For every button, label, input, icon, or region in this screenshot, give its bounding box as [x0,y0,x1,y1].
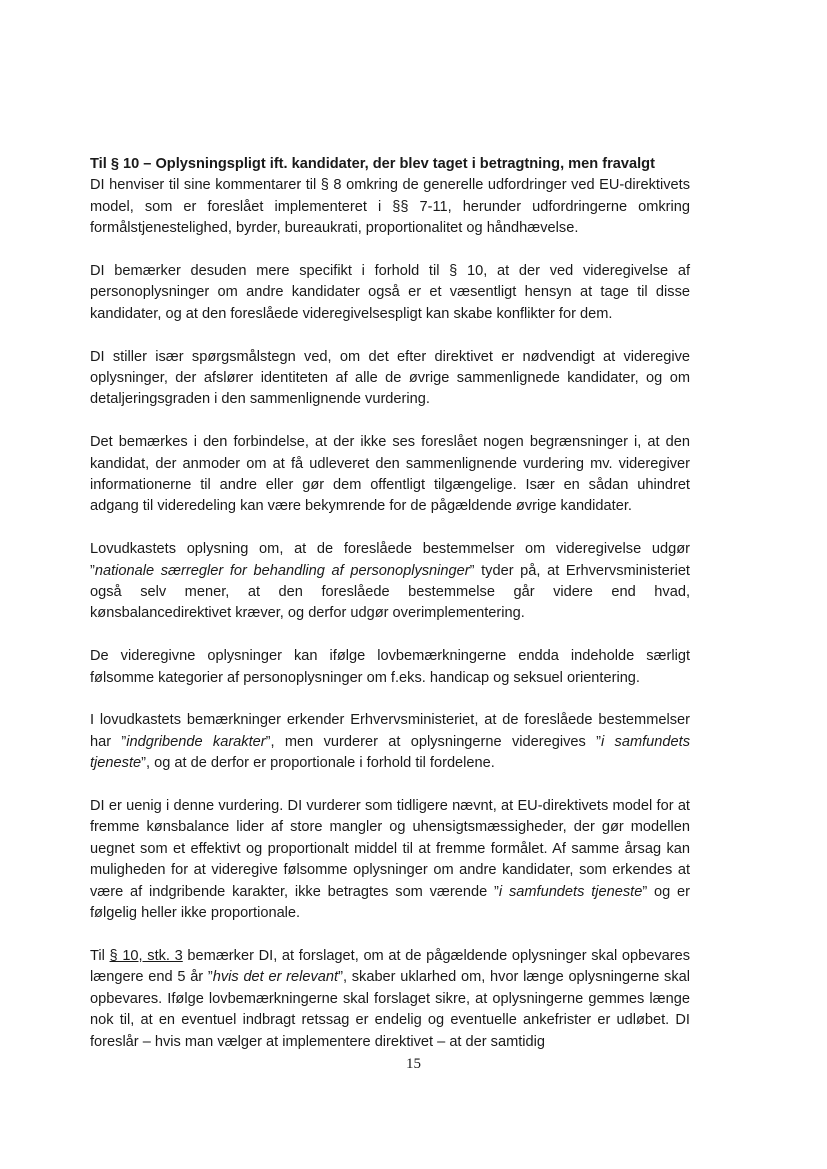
paragraph-6: De videregivne oplysninger kan ifølge lovbemærkningerne endda indeholde særligt følsomme kategorier af personoplysninger om f.eks. handicap og seksuel orientering. [90,648,690,686]
paragraph-5 [90,539,690,625]
paragraph-7-quote-2: i samfundets tjeneste [90,733,690,772]
paragraph-2: DI bemærker desuden mere specifikt i forhold til § 10, at der ved videregivelse af personoplysninger om andre kandidater også er et væsentligt hensyn at tage til disse kandidater, og at den foreslåede videregivelsespligt kan skabe konflikter for dem. [90,263,690,322]
paragraph-7-text-a: I lovudkastets bemærkninger erkender Erhvervsministeriet, at de foreslåede bestemmelser har ” [90,712,690,750]
paragraph-8-text-a: DI er uenig i denne vurdering. DI vurderer som tidligere nævnt, at EU-direktivets model for at fremme kønsbalance lider af store mangler og uhensigtsmæssigheder, der gør modellen uegnet som et effektivt og proportionalt middel til at fremme formålet. Af samme årsag kan muligheden for at videregive følsomme oplysninger om andre kandidater, som erkendes at være af indgribende karakter, ikke betragtes som værende ” [90,798,690,900]
paragraph-3: DI stiller især spørgsmålstegn ved, om det efter direktivet er nødvendigt at videregive oplysninger, der afslører identiteten af alle de øvrige sammenlignede kandidater, og om detaljeringsgraden i den sammenlignende vurdering. [90,348,690,408]
paragraph-1: DI henviser til sine kommentarer til § 8 omkring de generelle udfordringer ved EU-direktivets model, som er foreslået implementeret i §§ 7-11, herunder udfordringerne omkring formålstjenestelighed, byrder, bureaukrati, proportionalitet og håndhævelse. [90,177,690,237]
paragraph-5-quote: nationale særregler for behandling af personoplysninger [94,562,470,579]
paragraph-4: Det bemærkes i den forbindelse, at der ikke ses foreslået nogen begrænsninger i, at den kandidat, der anmoder om at få udleveret den sammenlignende vurdering mv. videregiver informationerne til andre eller gør dem offentligt tilgængelige. Især en sådan uhindret adgang til videredeling kan være bekymrende for de pågældende øvrige kandidater. [90,434,690,515]
paragraph-7-quote-1: indgribende karakter [126,733,266,750]
page-number: 15 [406,1056,421,1072]
paragraph-9-text-a: Til [90,947,110,964]
paragraph-9-section-ref: § 10, stk. 3 [109,947,183,964]
paragraph-9 [90,946,690,1053]
paragraph-8-text-b: ” og er følgelig heller ikke proportionale. [90,883,690,922]
section-heading: Til § 10 – Oplysningspligt ift. kandidater, der blev taget i betragtning, men fravalgt [90,156,655,172]
paragraph-9-text-b: bemærker DI, at forslaget, om at de pågældende oplysninger skal opbevares længere end 5 år ” [90,947,691,986]
paragraph-5-text-a: Lovudkastets oplysning om, at de foreslåede bestemmelser om videregivelse udgør ” [90,541,690,579]
paragraph-8-quote: i samfundets tjeneste [498,883,643,900]
paragraph-7-text-b: ”, men vurderer at oplysningerne videregives ” [265,733,601,750]
paragraph-9-quote: hvis det er relevant [212,969,339,986]
paragraph-7 [90,710,690,774]
paragraph-5-text-b: ” tyder på, at Erhvervsministeriet også selv mener, at den foreslåede bestemmelse går videre end hvad, kønsbalancedirektivet kræver, og derfor udgør overimplementering. [90,562,690,622]
paragraph-9-text-c: ”, skaber uklarhed om, hvor længe oplysningerne skal opbevares. Ifølge lovbemærkningerne skal forslaget sikre, at oplysningerne gemmes længe nok til, at en eventuel indbragt retssag er endelig og eventuelle ankefrister er udløbet. DI foreslår – hvis man vælger at implementere direktivet – at der samtidig [90,969,690,1050]
paragraph-7-text-c: ”, og at de derfor er proportionale i forhold til fordelene. [141,755,495,772]
paragraph-8 [90,796,690,924]
document-body [90,154,690,1074]
